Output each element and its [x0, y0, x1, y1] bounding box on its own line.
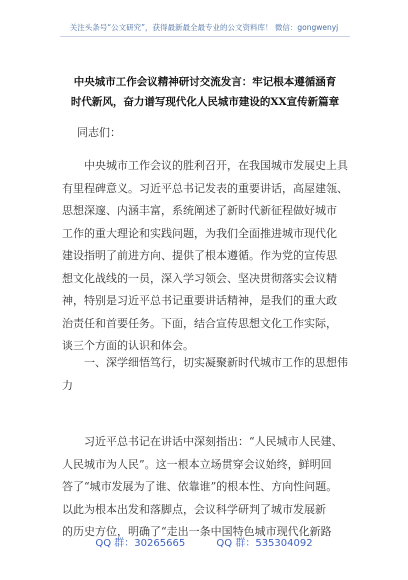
text-line: 答了“城市发展为了谁、依靠谁”的根本性、方向性问题。	[62, 480, 338, 493]
text-line: 人民城市为人民”。这一根本立场贯穿会议始终，鲜明回	[62, 457, 332, 471]
paragraph-section-1	[62, 431, 352, 544]
text-line: 有里程碑意义。习近平总书记发表的重要讲话，高屋建瓴、	[62, 181, 348, 195]
qq-group-1: QQ 群：30265665	[95, 538, 186, 549]
qq-group-2: QQ 群：535304092	[216, 538, 313, 549]
text-line: 的历史方位，明确了“走出一条中国特色城市现代化新路	[62, 525, 332, 538]
text-line: 一、深学细悟笃行，切实凝聚新时代城市工作的思想伟	[84, 356, 348, 369]
text-line: 神，特别是习近平总书记重要讲话精神，是我们的重大政	[62, 294, 337, 307]
watermark-header: 关注头条号“公文研究”，获得最新最全最专业的公文资料库！ 微信：gongwenyj	[69, 23, 339, 32]
text-line: 以此为根本出发和落脚点，会议科学研判了城市发展新	[62, 502, 326, 516]
text-line: 谈三个方面的认识和体会。	[62, 339, 194, 352]
document-title	[40, 72, 370, 112]
text-line: 建设指明了前进方向、提供了根本遵循。作为党的宣传思	[62, 249, 337, 262]
text-line: 习近平总书记在讲话中深刻指出：“人民城市人民建、	[84, 435, 343, 448]
title-line: 时代新风，奋力谱写现代化人民城市建设的XX宣传新篇章	[70, 96, 340, 108]
text-line: 想文化战线的一员，深入学习领会、坚决贯彻落实会议精	[62, 271, 337, 285]
watermark-footer	[0, 534, 408, 549]
text-line: 工作的重大理论和实践问题，为我们全面推进城市现代化	[62, 226, 337, 240]
header-divider	[60, 36, 350, 37]
text-line: 中央城市工作会议的胜利召开，在我国城市发展史上具	[84, 159, 348, 172]
section-heading-1	[62, 352, 352, 397]
text-line: 思想深邃、内涵丰富，系统阐述了新时代新征程做好城市	[62, 204, 337, 217]
text-line: 力	[62, 378, 73, 392]
salutation: 同志们：	[77, 126, 121, 139]
paragraph-intro	[62, 155, 352, 358]
text-line: 治责任和首要任务。下面，结合宣传思想文化工作实际，	[62, 316, 337, 330]
title-line: 中央城市工作会议精神研讨交流发言：牢记根本遵循涵育	[73, 76, 337, 88]
